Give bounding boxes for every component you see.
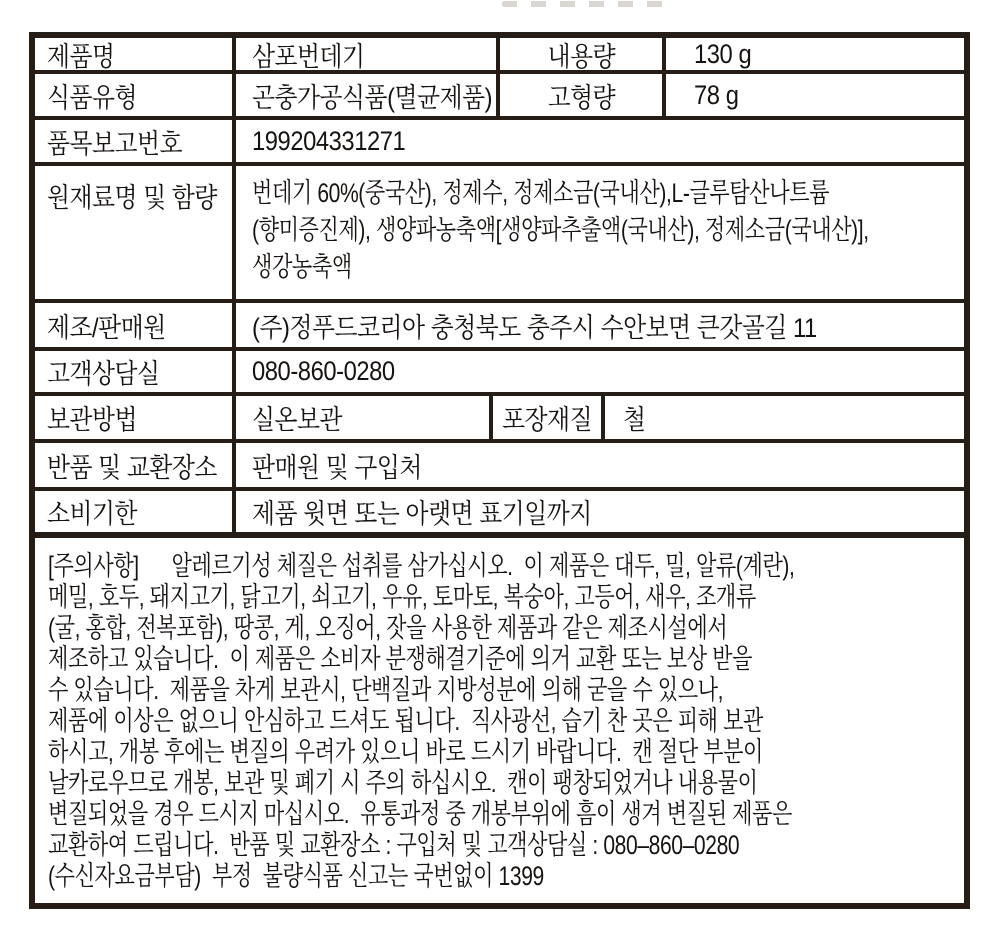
notice-line: 하시고, 개봉 후에는 변질의 우려가 있으니 바로 드시기 바랍니다. 캔 절단 부분이	[48, 737, 763, 767]
manufacturer-value	[236, 303, 964, 347]
label-text: 제품명	[47, 41, 115, 70]
label-text: 식품유형	[47, 82, 138, 113]
label-text: 내용량	[547, 41, 615, 70]
value-text: 삼포번데기	[252, 41, 365, 70]
table-row-storage	[35, 396, 964, 443]
ingredients-label	[35, 166, 236, 299]
value-text: 199204331271	[252, 125, 406, 156]
label-text: 포장재질	[501, 405, 593, 435]
value-text: 철	[623, 405, 646, 435]
packaging-material-value	[605, 396, 964, 439]
value-text: (주)정푸드코리아 충청북도 충주시 수안보면 큰갓골길 11	[252, 312, 817, 343]
label-text: 품목보고번호	[47, 128, 183, 159]
storage-method-label	[35, 396, 236, 439]
notice-line: 메밀, 호두, 돼지고기, 닭고기, 쇠고기, 우유, 토마토, 복숭아, 고등어, 새우, 조개류	[48, 582, 756, 612]
notice-line: 수 있습니다. 제품을 차게 보관시, 단백질과 지방성분에 의해 굳을 수 있으나,	[48, 675, 724, 705]
label-text: 소비기한	[47, 499, 138, 529]
notice-line: (굴, 홍합, 전복포함), 땅콩, 게, 오징어, 잣을 사용한 제품과 같은 제조시설에서	[48, 613, 728, 643]
net-content-value	[666, 38, 964, 70]
value-text: 080-860-0280	[252, 356, 395, 386]
value-text: 곤충가공식품(멸균제품)	[252, 82, 493, 113]
value-text: 생강농축액	[252, 252, 352, 282]
notice-line: [주의사항] 알레르기성 체질은 섭취를 삼가십시오. 이 제품은 대두, 밀, 알류(계란),	[48, 551, 795, 581]
solid-content-label	[500, 74, 666, 116]
solid-content-value	[666, 74, 964, 116]
label-text: 고객상담실	[47, 359, 160, 389]
value-text: 78 g	[694, 79, 739, 110]
table-row-report-number	[35, 120, 964, 166]
storage-method-value	[236, 396, 493, 439]
food-type-label	[35, 74, 236, 116]
value-text: 제품 윗면 또는 아랫면 표기일까지	[252, 499, 592, 529]
ingredients-line	[252, 212, 964, 249]
product-name-label	[35, 38, 236, 70]
value-text: 번데기 60%(중국산), 정제수, 정제소금(국내산),L-글루탐산나트륨	[252, 178, 830, 208]
packaging-material-label	[493, 396, 605, 439]
cut-off-text-remnant	[502, 1, 672, 7]
label-text: 보관방법	[47, 405, 138, 435]
customer-service-label	[35, 351, 236, 392]
notice-line: 날카로우므로 개봉, 보관 및 폐기 시 주의 하십시오. 캔이 팽창되었거나 내용물이	[48, 768, 758, 798]
manufacturer-label	[35, 303, 236, 347]
return-exchange-value	[236, 443, 964, 487]
label-text: 고형량	[547, 82, 615, 113]
table-row-ingredients	[35, 166, 964, 303]
customer-service-value	[236, 351, 964, 392]
ingredients-value	[236, 166, 964, 299]
use-by-date-value	[236, 491, 964, 532]
label-text: 반품 및 교환장소	[47, 452, 217, 483]
table-row-use-by	[35, 491, 964, 538]
ingredients-line	[252, 249, 964, 286]
notice-line: 변질되었을 경우 드시지 마십시오. 유통과정 중 개봉부위에 흠이 생겨 변질된 제품은	[48, 799, 792, 829]
value-text: (향미증진제), 생양파농축액[생양파추출액(국내산), 정제소금(국내산)],	[252, 215, 869, 245]
notice-line: (수신자요금부담) 부정 불량식품 신고는 국번없이 1399	[48, 861, 544, 891]
notice-line: 제조하고 있습니다. 이 제품은 소비자 분쟁해결기준에 의거 교환 또는 보상 받을	[48, 644, 753, 674]
item-report-number-value	[236, 120, 964, 162]
value-text: 실온보관	[252, 405, 343, 435]
table-row-customer-service	[35, 351, 964, 396]
food-type-value	[236, 74, 500, 116]
product-info-table	[29, 32, 970, 909]
label-text: 제조/판매원	[47, 312, 166, 343]
use-by-date-label	[35, 491, 236, 532]
table-row-manufacturer	[35, 303, 964, 351]
item-report-number-label	[35, 120, 236, 162]
table-row-product-name	[35, 38, 964, 74]
caution-notice	[35, 538, 964, 903]
ingredients-line	[252, 175, 964, 212]
product-name-value	[236, 38, 500, 70]
value-text: 130 g	[694, 38, 752, 69]
net-content-label	[500, 38, 666, 70]
value-text: 판매원 및 구입처	[252, 452, 422, 483]
label-text: 원재료명 및 함량	[47, 183, 217, 213]
table-row-food-type	[35, 74, 964, 120]
notice-line: 제품에 이상은 없으니 안심하고 드셔도 됩니다. 직사광선, 습기 찬 곳은 피해 보관	[48, 706, 763, 736]
notice-line: 교환하여 드립니다. 반품 및 교환장소 : 구입처 및 고객상담실 : 080–860–0280	[48, 830, 740, 860]
table-row-return-exchange	[35, 443, 964, 491]
return-exchange-label	[35, 443, 236, 487]
